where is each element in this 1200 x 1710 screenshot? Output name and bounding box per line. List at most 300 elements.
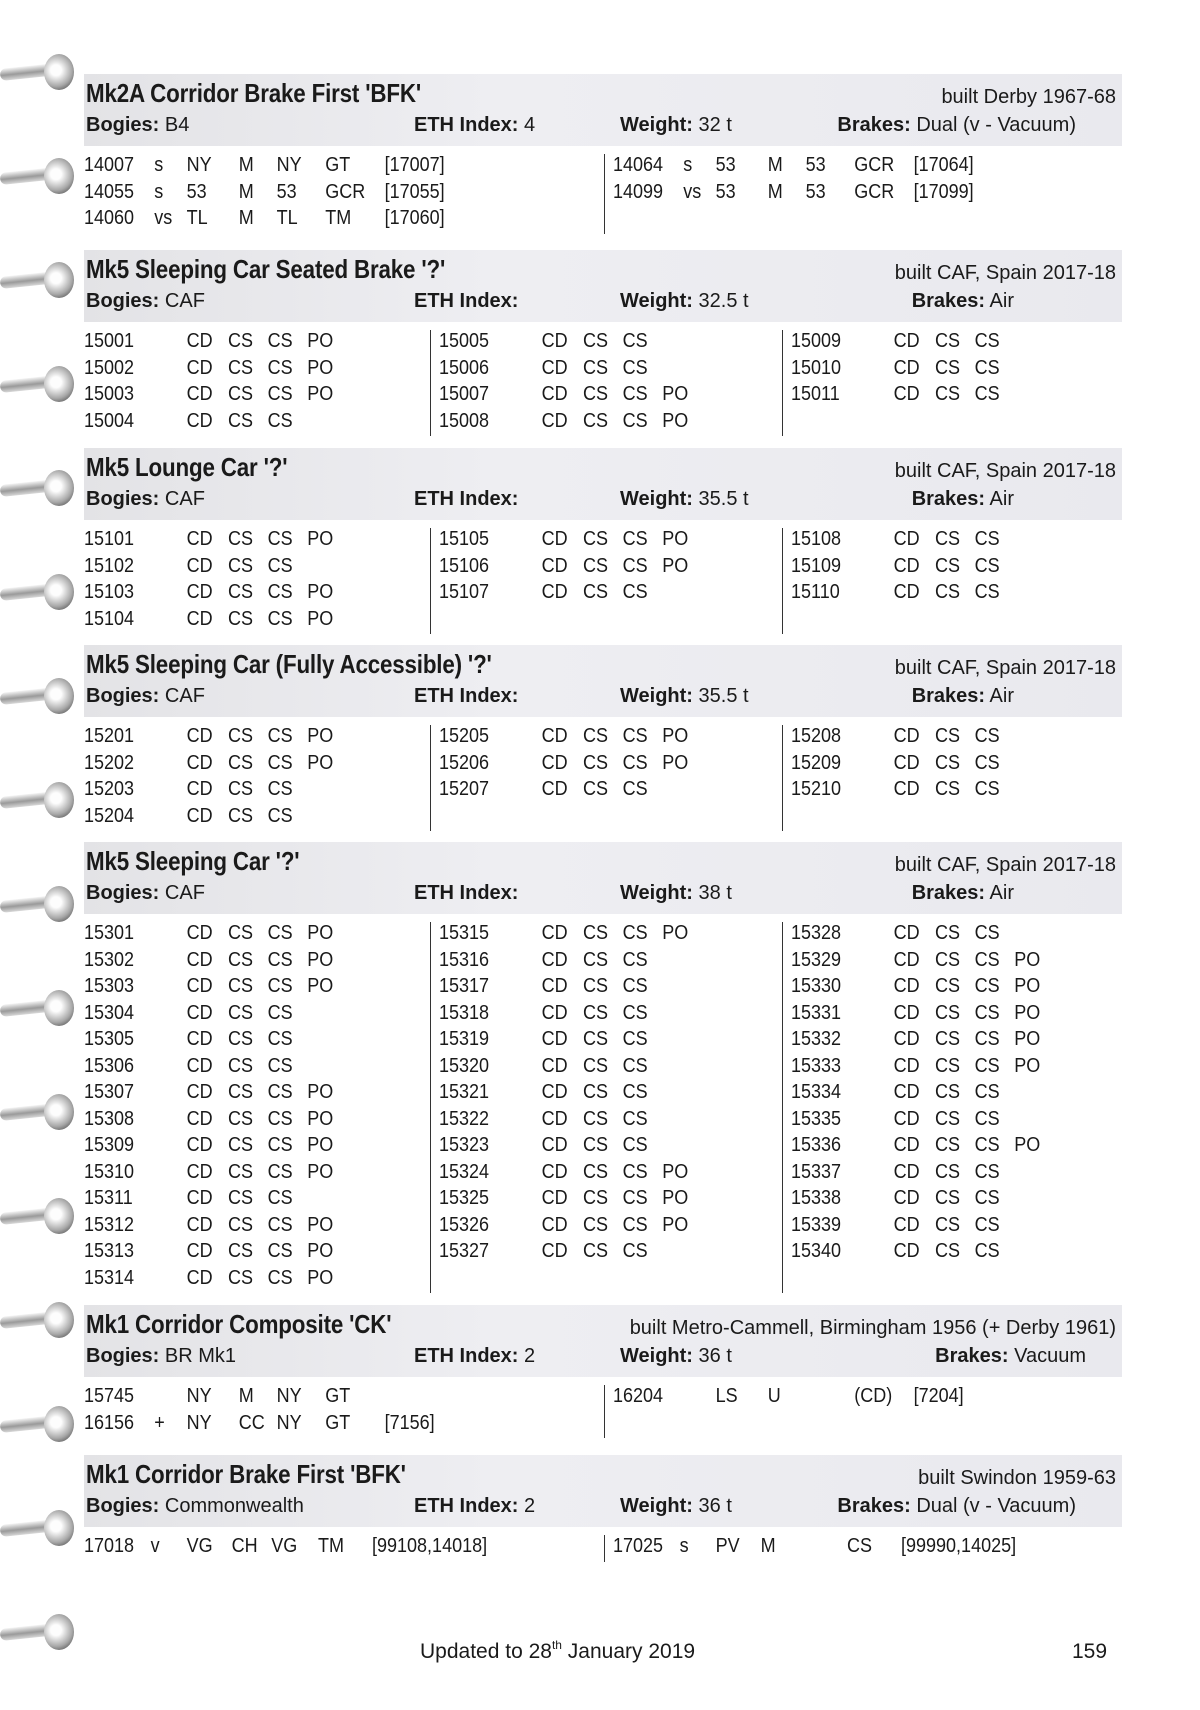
vehicle-attribute: CD [541,554,568,577]
vehicle-attribute: CS [267,330,293,352]
vehicle-attribute: CS [935,1134,961,1156]
vehicle-attribute: CS [267,1054,293,1077]
brakes-value: Air [989,488,1014,510]
vehicle-attribute: CS [228,607,254,630]
weight-field [620,114,732,137]
vehicle-number: 15316 [439,948,490,971]
vehicle-attribute: CD [893,1081,920,1103]
vehicle-attribute: CD [186,581,213,603]
brakes-value: Dual (v - Vacuum) [916,1495,1076,1517]
vehicle-number: 15010 [791,356,842,379]
brakes-value: Air [989,882,1014,904]
bogies-field [86,1495,304,1518]
built-info: built Metro-Cammell, Birmingham 1956 (+ Derby 1961) [629,1317,1116,1339]
vehicle-attribute: CS [935,778,961,800]
weight-field [620,1345,732,1368]
eth-label: ETH Index: [414,114,519,136]
weight-label: Weight: [620,1495,693,1517]
vehicle-number: 15315 [439,922,490,944]
vehicle-attribute: CS [974,1134,1000,1156]
vehicle-attribute: CS [935,1107,961,1130]
vehicle-attribute: CS [935,330,961,352]
vehicle-attribute: CS [267,922,293,944]
bogies-value: Commonwealth [164,1495,304,1517]
spiral-ring-icon [0,52,74,92]
vehicle-attribute: CD [186,725,213,747]
vehicle-attribute: CS [228,1001,254,1024]
vehicle-attribute: CS [935,528,961,550]
vehicle-number: 15319 [439,1028,490,1050]
vehicle-attribute: CD [186,1240,213,1262]
bogies-label: Bogies: [86,290,160,312]
vehicle-attribute: CS [267,1081,293,1103]
vehicle-row [791,1187,1088,1214]
vehicle-attribute: CS [935,383,961,405]
vehicle-attribute: TM [325,207,352,229]
vehicle-row [791,1108,1088,1135]
vehicle-attribute: s [154,180,164,203]
vehicle-attribute: CS [583,1160,609,1183]
vehicle-row [439,922,736,949]
vehicle-row [84,778,381,805]
vehicle-number: 15310 [84,1160,135,1183]
footer-prefix: Updated to 28 [420,1640,552,1663]
vehicle-attribute: M [238,154,254,176]
vehicle-row [791,581,1088,608]
vehicle-attribute: CS [622,1081,648,1103]
footer-suffix: January 2019 [561,1640,696,1663]
vehicle-attribute: CD [541,1134,568,1156]
vehicle-attribute: v [150,1535,160,1557]
vehicle-attribute: CS [228,751,254,774]
vehicle-number: 15203 [84,778,135,800]
vehicle-attribute: CD [893,1134,920,1156]
vehicle-attribute: PO [307,356,334,379]
vehicle-number: 15320 [439,1054,490,1077]
vehicle-attribute: CD [541,528,568,550]
vehicle-attribute: CS [974,751,1000,774]
vehicle-number: 15102 [84,554,135,577]
vehicle-row [439,1187,736,1214]
vehicle-number: 15314 [84,1266,135,1289]
vehicle-attribute: s [683,154,693,176]
vehicle-number: 15005 [439,330,490,352]
vehicle-row [791,725,1088,752]
vehicle-row [791,975,1088,1002]
vehicle-attribute: CS [935,581,961,603]
vehicle-number: 15205 [439,725,490,747]
weight-value: 32.5 t [698,290,749,312]
vehicle-row [791,922,1088,949]
vehicle-number: 15304 [84,1001,135,1024]
vehicle-attribute: CS [622,1240,648,1262]
vehicle-attribute: CS [974,356,1000,379]
vehicle-attribute: CD [541,948,568,971]
vehicle-attribute: CS [228,778,254,800]
vehicle-attribute: [7156] [384,1411,435,1434]
vehicle-attribute: PO [1014,1134,1041,1156]
vehicle-attribute: CD [186,1001,213,1024]
vehicle-column [604,154,1113,234]
vehicle-number: 15106 [439,554,490,577]
bogies-label: Bogies: [86,882,160,904]
vehicle-attribute: CS [974,1001,1000,1024]
vehicle-attribute: CS [228,1213,254,1236]
vehicle-row [791,752,1088,779]
vehicle-number: 17025 [613,1535,664,1557]
vehicle-number: 15201 [84,725,135,747]
vehicle-attribute: CS [622,528,648,550]
vehicle-row [439,1055,736,1082]
vehicle-attribute: CD [541,778,568,800]
vehicle-attribute: CS [935,1001,961,1024]
weight-label: Weight: [620,685,693,707]
eth-field [414,882,518,905]
weight-field [620,488,749,511]
vehicle-attribute: PO [1014,1054,1041,1077]
vehicle-row [439,330,736,357]
built-info: built CAF, Spain 2017-18 [894,262,1116,284]
vehicle-number: 15306 [84,1054,135,1077]
section-header [84,645,1122,717]
vehicle-attribute: CS [974,1160,1000,1183]
vehicle-number: 15006 [439,356,490,379]
vehicle-attribute: CD [893,1028,920,1050]
vehicle-number: 15301 [84,922,135,944]
vehicle-attribute: PO [307,330,334,352]
vehicle-attribute: CD [893,725,920,747]
vehicle-attribute: CS [228,554,254,577]
vehicle-attribute: CD [186,554,213,577]
vehicle-row [439,778,736,805]
vehicle-number: 14060 [84,207,135,229]
vehicle-row [439,725,736,752]
vehicle-attribute: CS [267,1001,293,1024]
vehicle-row [439,1002,736,1029]
vehicle-attribute: CS [974,1240,1000,1262]
vehicle-number: 15318 [439,1001,490,1024]
vehicle-attribute: [17007] [384,154,445,176]
vehicle-attribute: CD [893,948,920,971]
vehicle-attribute: CS [228,725,254,747]
vehicle-attribute: VG [271,1535,298,1557]
vehicle-number: 15101 [84,528,135,550]
eth-label: ETH Index: [414,882,519,904]
vehicle-attribute: CS [622,1134,648,1156]
vehicle-attribute: PO [307,383,334,405]
vehicle-row [439,949,736,976]
vehicle-attribute: CS [583,1240,609,1262]
vehicle-attribute: PO [307,581,334,603]
vehicle-attribute: PO [307,922,334,944]
vehicle-attribute: CS [622,1054,648,1077]
spiral-ring-icon [0,1404,74,1444]
vehicle-row [439,555,736,582]
eth-field [414,1345,535,1368]
vehicle-column [84,1385,584,1438]
vehicle-row [84,949,381,976]
vehicle-attribute: PO [662,1187,689,1209]
vehicle-attribute: TL [276,207,298,229]
section-header [84,842,1122,914]
weight-value: 35.5 t [698,488,749,510]
vehicle-attribute: PO [307,607,334,630]
vehicle-row [84,357,381,384]
vehicle-number: 15210 [791,778,842,800]
vehicle-attribute: CS [935,975,961,997]
vehicle-attribute: PO [1014,1001,1041,1024]
eth-field [414,685,518,708]
vehicle-row [84,154,534,181]
vehicle-number: 15340 [791,1240,842,1262]
vehicle-attribute: CD [893,383,920,405]
vehicle-row [791,1002,1088,1029]
vehicle-column [430,330,769,436]
vehicle-attribute: 53 [805,180,826,203]
bogies-label: Bogies: [86,1495,160,1517]
vehicle-attribute: CD [541,922,568,944]
vehicle-number: 15308 [84,1107,135,1130]
vehicle-attribute: CS [622,1028,648,1050]
vehicle-row [439,410,736,437]
vehicle-attribute: CS [583,330,609,352]
weight-value: 36 t [698,1495,732,1517]
weight-label: Weight: [620,114,693,136]
vehicle-number: 15104 [84,607,135,630]
spiral-ring-icon [0,780,74,820]
vehicle-attribute: CS [267,1134,293,1156]
vehicle-number: 15328 [791,922,842,944]
vehicle-row [439,528,736,555]
vehicle-attribute: CS [974,1081,1000,1103]
section-header [84,250,1122,322]
spiral-ring-icon [0,468,74,508]
vehicle-row [791,1081,1088,1108]
weight-label: Weight: [620,488,693,510]
vehicle-attribute: CD [541,1240,568,1262]
vehicle-attribute: PO [662,409,689,432]
vehicle-attribute: CS [267,804,293,827]
vehicle-attribute: CS [583,528,609,550]
vehicle-number: 15302 [84,948,135,971]
vehicle-attribute: CD [541,409,568,432]
vehicle-attribute: CD [893,554,920,577]
vehicle-attribute: CD [186,1213,213,1236]
vehicle-attribute: PO [662,528,689,550]
vehicle-number: 15313 [84,1240,135,1262]
brakes-label: Brakes: [911,290,986,312]
weight-label: Weight: [620,1345,693,1367]
vehicle-row [84,1267,381,1294]
vehicle-attribute: CS [228,383,254,405]
vehicle-number: 15011 [791,383,840,405]
weight-value: 36 t [698,1345,732,1367]
vehicle-attribute: 53 [715,180,736,203]
vehicle-number: 15208 [791,725,842,747]
vehicle-attribute: CS [228,528,254,550]
vehicle-attribute: CD [541,1028,568,1050]
vehicle-attribute: CD [541,725,568,747]
vehicle-row [84,528,381,555]
vehicle-attribute: CS [267,409,293,432]
bogies-field [86,1345,236,1368]
vehicle-attribute: GT [325,1411,351,1434]
vehicle-number: 15322 [439,1107,490,1130]
vehicle-attribute: CS [228,922,254,944]
brakes-field [912,290,1014,313]
vehicle-row [84,1187,381,1214]
vehicle-attribute: [99108,14018] [372,1535,488,1557]
vehicle-attribute: CD [186,1107,213,1130]
spiral-ring-icon [0,1508,74,1548]
vehicle-row [84,410,381,437]
vehicle-attribute: [17064] [913,154,974,176]
bogies-value: CAF [164,290,205,312]
vehicle-attribute: CS [974,1213,1000,1236]
vehicle-attribute: NY [276,1411,302,1434]
vehicle-section [84,74,1122,240]
vehicle-number: 15325 [439,1187,490,1209]
vehicle-attribute: CS [267,607,293,630]
vehicle-row [791,949,1088,976]
vehicle-attribute: s [154,154,164,176]
vehicle-attribute: PO [1014,948,1041,971]
section-title: Mk5 Sleeping Car Seated Brake '?' [86,254,446,284]
weight-field [620,882,732,905]
vehicle-attribute: CS [228,581,254,603]
vehicle-row [439,1161,736,1188]
vehicle-attribute: CS [935,1081,961,1103]
vehicle-attribute: CD [541,975,568,997]
vehicle-attribute: CS [974,948,1000,971]
vehicle-attribute: GCR [854,180,895,203]
vehicle-attribute: CS [228,1054,254,1077]
vehicle-attribute: CS [583,751,609,774]
vehicle-number: 16204 [613,1385,664,1407]
vehicle-attribute: CD [186,409,213,432]
vehicle-attribute: CD [186,1081,213,1103]
vehicle-attribute: CS [228,1081,254,1103]
vehicle-number: 15329 [791,948,842,971]
eth-label: ETH Index: [414,1345,519,1367]
vehicle-number: 16156 [84,1411,135,1434]
vehicle-row [613,1535,1063,1562]
bogies-value: CAF [164,685,205,707]
vehicle-row [84,975,381,1002]
vehicle-attribute: CS [935,922,961,944]
vehicle-row [439,581,736,608]
vehicle-row [84,1055,381,1082]
vehicle-attribute: CS [228,356,254,379]
vehicle-attribute: CS [228,409,254,432]
vehicle-attribute: CD [186,528,213,550]
section-title: Mk1 Corridor Composite 'CK' [86,1309,392,1339]
bogies-field [86,685,205,708]
section-header [84,448,1122,520]
vehicle-attribute: LS [715,1385,738,1407]
eth-field [414,114,535,137]
vehicle-attribute: M [238,180,254,203]
vehicle-attribute: CD [541,356,568,379]
vehicle-number: 14064 [613,154,664,176]
vehicle-number: 15108 [791,528,842,550]
vehicle-attribute: CS [267,1213,293,1236]
vehicle-attribute: CC [238,1411,265,1434]
vehicle-attribute: CD [186,804,213,827]
vehicle-row [791,555,1088,582]
vehicle-attribute: (CD) [854,1385,893,1407]
vehicle-attribute: CD [893,1240,920,1262]
vehicle-attribute: CS [622,1107,648,1130]
vehicle-attribute: U [767,1385,781,1407]
weight-value: 38 t [698,882,732,904]
vehicle-attribute: CS [935,1240,961,1262]
vehicle-number: 15321 [439,1081,490,1103]
vehicle-attribute: CS [267,1266,293,1289]
vehicle-attribute: CS [228,1028,254,1050]
vehicle-attribute: PO [662,554,689,577]
vehicle-attribute: CS [267,948,293,971]
vehicle-attribute: [7204] [913,1385,964,1407]
vehicle-attribute: CD [893,1107,920,1130]
vehicle-row [84,1240,381,1267]
vehicle-attribute: CS [583,1187,609,1209]
vehicle-attribute: CS [974,554,1000,577]
bogies-value: CAF [164,882,205,904]
vehicle-attribute: CS [267,778,293,800]
vehicle-attribute: NY [186,1411,212,1434]
vehicle-attribute: CS [228,948,254,971]
brakes-field [935,1345,1086,1368]
vehicle-attribute: CS [228,1107,254,1130]
vehicle-attribute: CD [893,1187,920,1209]
vehicle-attribute: CS [267,975,293,997]
vehicle-attribute: CD [186,1054,213,1077]
vehicle-attribute: CS [583,1107,609,1130]
vehicle-attribute: CS [267,1187,293,1209]
vehicle-attribute: PO [1014,975,1041,997]
vehicle-attribute: CS [267,581,293,603]
vehicle-attribute: 53 [186,180,207,203]
vehicle-attribute: PO [307,1107,334,1130]
vehicle-attribute: CS [974,1054,1000,1077]
vehicle-row [84,1214,381,1241]
vehicle-row [84,181,534,208]
vehicle-row [791,383,1088,410]
vehicle-attribute: CS [974,1187,1000,1209]
vehicle-attribute: CD [893,330,920,352]
vehicle-row [84,922,381,949]
vehicle-attribute: PO [662,1213,689,1236]
vehicle-attribute: CS [622,1213,648,1236]
vehicle-number: 15206 [439,751,490,774]
vehicle-attribute: CS [935,356,961,379]
weight-field [620,290,749,313]
weight-field [620,685,749,708]
vehicle-attribute: CS [622,948,648,971]
vehicle-list [84,914,1122,1299]
brakes-label: Brakes: [837,114,911,136]
vehicle-row [791,1055,1088,1082]
vehicle-number: 15332 [791,1028,842,1050]
vehicle-attribute: CD [893,1001,920,1024]
vehicle-attribute: M [760,1535,776,1557]
vehicle-row [84,752,381,779]
vehicle-attribute: CD [541,330,568,352]
vehicle-attribute: CD [186,751,213,774]
vehicle-column [430,528,769,634]
vehicle-row [791,1028,1088,1055]
